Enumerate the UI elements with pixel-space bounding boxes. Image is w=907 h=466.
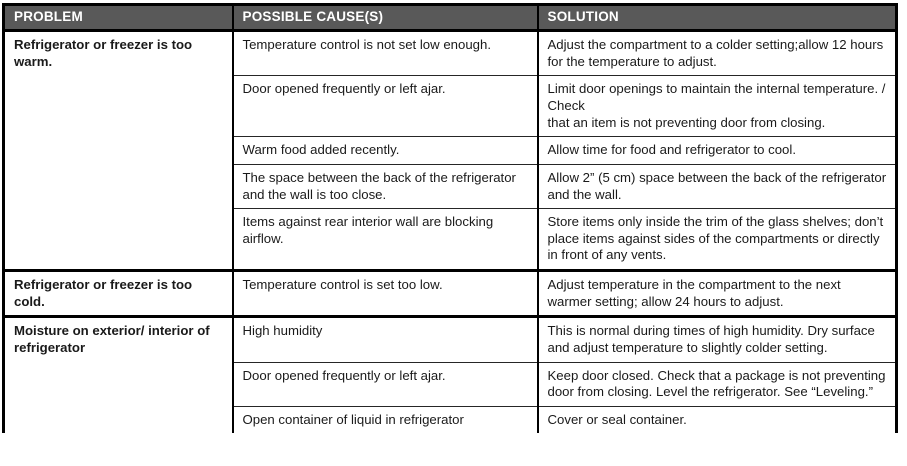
solution-cell: This is normal during times of high humidity. Dry surface and adjust temperature to slightly colder setting.	[538, 317, 897, 362]
problem-cell: Refrigerator or freezer is too warm.	[4, 31, 233, 271]
column-header-solution: SOLUTION	[538, 5, 897, 31]
problem-cell: Refrigerator or freezer is too cold.	[4, 271, 233, 317]
header-row	[4, 5, 897, 31]
solution-cell: Allow time for food and refrigerator to cool.	[538, 137, 897, 165]
problem-cell: Moisture on exterior/ interior of refrigerator	[4, 317, 233, 434]
possible-cause-cell: Door opened frequently or left ajar.	[233, 76, 538, 137]
possible-cause-cell: Warm food added recently.	[233, 137, 538, 165]
solution-cell: Adjust temperature in the compartment to the next warmer setting; allow 24 hours to adjust.	[538, 271, 897, 317]
possible-cause-cell: Temperature control is set too low.	[233, 271, 538, 317]
table-row	[4, 31, 897, 76]
solution-cell: Allow 2” (5 cm) space between the back of the refrigerator and the wall.	[538, 164, 897, 208]
table-row	[4, 271, 897, 317]
solution-cell: Keep door closed. Check that a package is not preventing door from closing. Level the refrigerator. See “Leveling.”	[538, 362, 897, 406]
column-header-problem: PROBLEM	[4, 5, 233, 31]
solution-cell: Limit door openings to maintain the internal temperature. / Check that an item is not preventing door from closing.	[538, 76, 897, 137]
solution-cell: Store items only inside the trim of the glass shelves; don’t place items against sides of the compartments or directly in front of any vents.	[538, 209, 897, 271]
table-row	[4, 317, 897, 362]
possible-cause-cell: High humidity	[233, 317, 538, 362]
solution-cell: Cover or seal container.	[538, 406, 897, 433]
possible-cause-cell: Door opened frequently or left ajar.	[233, 362, 538, 406]
column-header-possible-causes: POSSIBLE CAUSE(S)	[233, 5, 538, 31]
solution-cell: Adjust the compartment to a colder setting;allow 12 hours for the temperature to adjust.	[538, 31, 897, 76]
possible-cause-cell: Temperature control is not set low enough.	[233, 31, 538, 76]
possible-cause-cell: The space between the back of the refrigerator and the wall is too close.	[233, 164, 538, 208]
possible-cause-cell: Items against rear interior wall are blocking airflow.	[233, 209, 538, 271]
possible-cause-cell: Open container of liquid in refrigerator	[233, 406, 538, 433]
troubleshooting-table	[2, 3, 898, 433]
table-header	[4, 5, 897, 31]
table-body	[4, 31, 897, 434]
